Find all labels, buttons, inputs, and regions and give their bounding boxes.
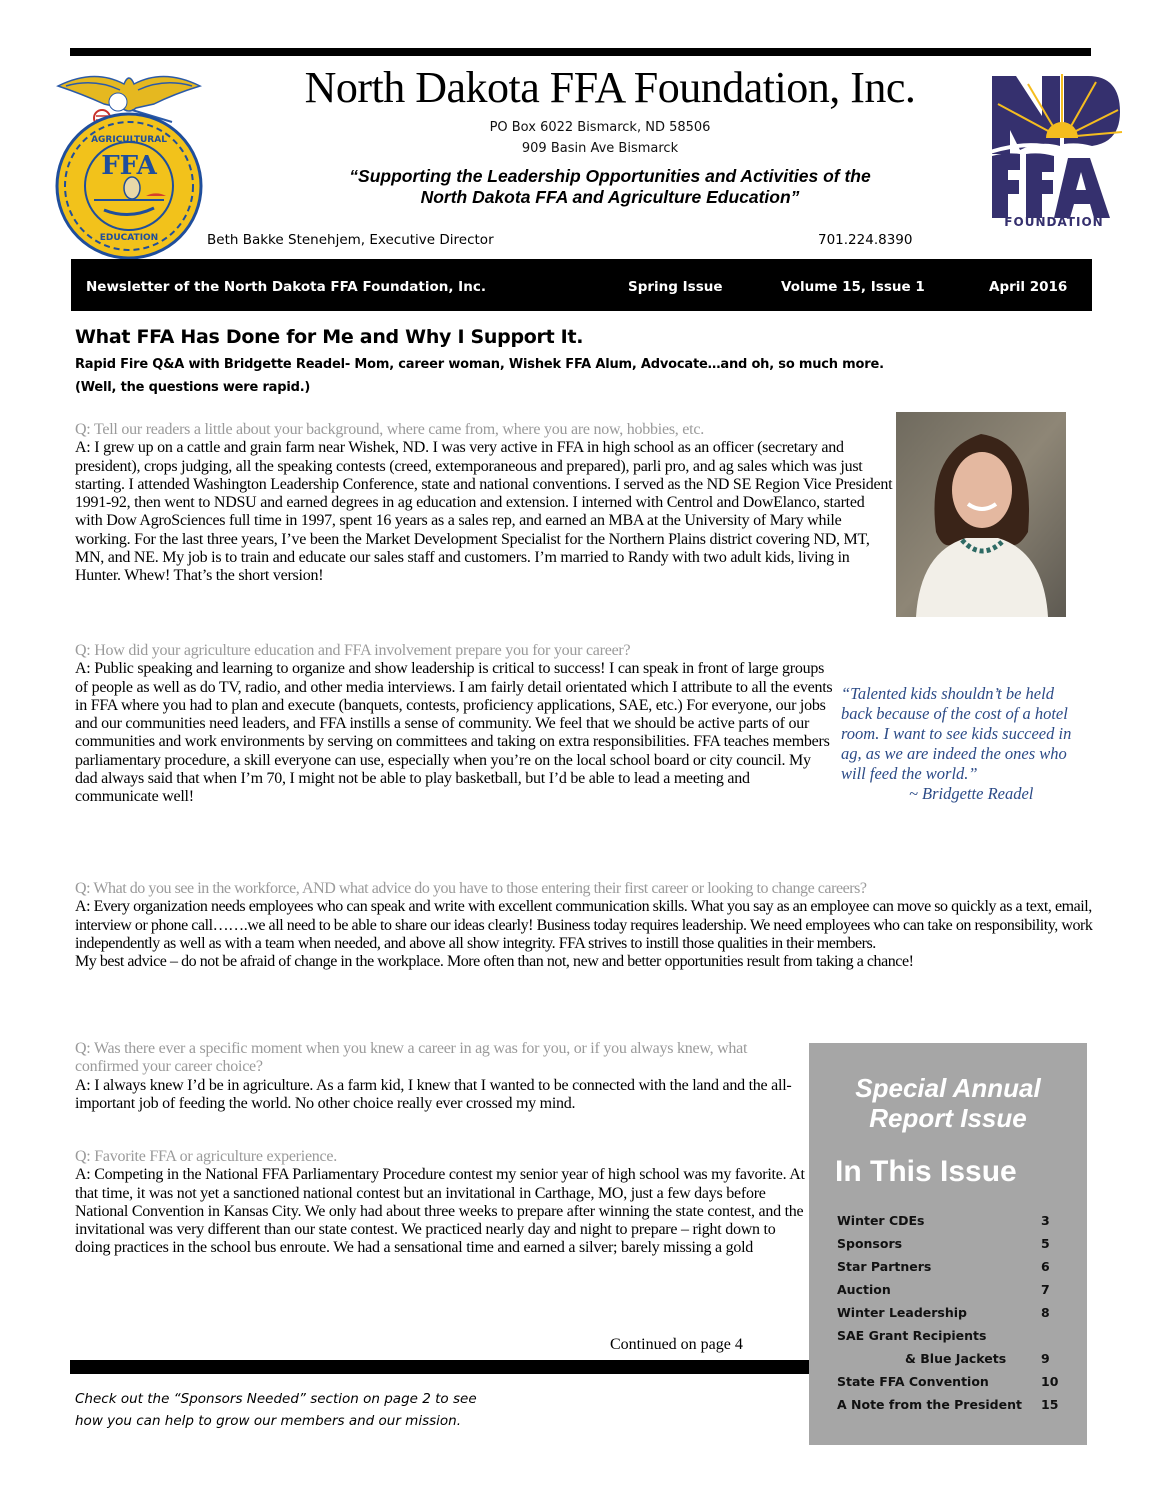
question: Q: What do you see in the workforce, AND what advice do you have to those entering their first career or looking to change careers? bbox=[75, 880, 867, 897]
toc-item-note-from-president[interactable] bbox=[837, 1397, 1072, 1420]
banner-date: April 2016 bbox=[989, 279, 1068, 295]
toc-label: State FFA Convention bbox=[837, 1374, 989, 1389]
question: Q: Favorite FFA or agriculture experience. bbox=[75, 1148, 338, 1165]
toc-page: 7 bbox=[1041, 1282, 1050, 1297]
executive-director: Beth Bakke Stenehjem, Executive Director bbox=[207, 232, 494, 248]
toc-page: 6 bbox=[1041, 1259, 1050, 1274]
toc-label: Sponsors bbox=[837, 1236, 903, 1251]
answer: A: Every organization needs employees who can speak and write with excellent communication skills. What you say as an employee can move so quickly as a text, email, interview or phone call…….we all need to be able to share our ideas clearly! Business today requires leadership. We need employees who can take on responsibility, work independently as well as with a team when needed, and above all show integrity. FFA strives to instill those qualities in their members. bbox=[75, 898, 1093, 952]
banner-newsletter: Newsletter of the North Dakota FFA Foundation, Inc. bbox=[86, 279, 486, 295]
toc-item-star-partners[interactable] bbox=[837, 1259, 1072, 1282]
qa-block-career-choice bbox=[75, 1040, 805, 1113]
in-this-issue-heading: In This Issue bbox=[835, 1155, 1017, 1188]
answer: A: Competing in the National FFA Parliamentary Procedure contest my senior year of high school was my favorite. At that time, it was not yet a sanctioned national contest but an invitational in Carthage, MO, just a few days before National Convention in Kansas City. We only had about three weeks to prepare after winning the state contest, and the invitational was very different than our state contest. We practiced nearly day and night to prepare – right down to doing practices in the school bus enroute. We had a sensational time and earned a silver; barely missing a gold bbox=[75, 1166, 805, 1257]
toc-item-winter-leadership[interactable] bbox=[837, 1305, 1072, 1328]
answer: A: I always knew I’d be in agriculture. As a farm kid, I knew that I wanted to be connected with the land and the all-important job of feeding the world. No other choice really ever crossed my mind. bbox=[75, 1076, 792, 1112]
toc-item-auction[interactable] bbox=[837, 1282, 1072, 1305]
svg-text:EDUCATION: EDUCATION bbox=[99, 233, 159, 243]
toc-page: 10 bbox=[1041, 1374, 1059, 1389]
toc-page: 8 bbox=[1041, 1305, 1050, 1320]
article-subhead-note: (Well, the questions were rapid.) bbox=[75, 380, 311, 395]
special-issue-title bbox=[809, 1073, 1087, 1133]
pull-quote-text: “Talented kids shouldn’t be held back because of the cost of a hotel room. I want to see kids succeed in ag, as we are indeed the ones who will feed the world.” bbox=[841, 684, 1072, 783]
address-line-1: PO Box 6022 Bismarck, ND 58506 bbox=[489, 120, 711, 135]
toc-label: Winter CDEs bbox=[837, 1213, 925, 1228]
pull-quote-attribution: ~ Bridgette Readel bbox=[909, 784, 1034, 803]
slogan bbox=[250, 166, 970, 208]
toc-page: 3 bbox=[1041, 1213, 1050, 1228]
address-line-2: 909 Basin Ave Bismarck bbox=[521, 141, 679, 156]
article-subhead: Rapid Fire Q&A with Bridgette Readel- Mom, career woman, Wishek FFA Alum, Advocate…and oh, so much more. bbox=[75, 357, 884, 372]
svg-text:FOUNDATION: FOUNDATION bbox=[1004, 215, 1104, 229]
question: Q: Was there ever a specific moment when you knew a career in ag was for you, or if you always knew, what confirmed your career choice? bbox=[75, 1040, 748, 1076]
org-title: North Dakota FFA Foundation, Inc. bbox=[304, 63, 916, 112]
qa-block-preparation bbox=[75, 642, 835, 807]
toc-item-sae-grant-recipients[interactable] bbox=[837, 1328, 1072, 1351]
toc-label: Winter Leadership bbox=[837, 1305, 967, 1320]
sponsors-note bbox=[75, 1388, 595, 1432]
toc-page: 5 bbox=[1041, 1236, 1050, 1251]
sponsors-note-line-2: how you can help to grow our members and our mission. bbox=[75, 1413, 462, 1429]
answer-advice: My best advice – do not be afraid of change in the workplace. More often than not, new and better opportunities result from taking a chance! bbox=[75, 953, 914, 971]
toc-label: Auction bbox=[837, 1282, 891, 1297]
toc-label: & Blue Jackets bbox=[905, 1351, 1007, 1366]
nd-ffa-foundation-logo-icon bbox=[984, 70, 1124, 230]
special-issue-line-2: Report Issue bbox=[869, 1103, 1027, 1133]
in-this-issue-sidebar bbox=[809, 1043, 1087, 1445]
toc-label: SAE Grant Recipients bbox=[837, 1328, 987, 1343]
toc-label: A Note from the President bbox=[837, 1397, 1022, 1412]
toc-item-winter-cdes[interactable] bbox=[837, 1213, 1072, 1236]
continued-link[interactable]: Continued on page 4 bbox=[610, 1336, 743, 1353]
answer: A: I grew up on a cattle and grain farm near Wishek, ND. I was very active in FFA in high school as an officer (secretary and president), crops judging, all the speaking contests (creed, extemporaneous and prepared), parli pro, and ag sales which was just starting. I attended Washington Leadership Conference, state and national conventions. I served as the ND SE Region Vice President 1991-92, then went to NDSU and earned degrees in ag education and extension. I interned with Centrol and DowElanco, started with Dow AgroSciences full time in 1997, spent 16 years as a sales rep, and earned an MBA at the University of Mary while working. For the last three years, I’ve been the Market Development Specialist for the Northern Plains district covering ND, MT, MN, and NE. My job is to train and educate our sales staff and customers. I’m married to Randy with two adult kids, living in Hunter. Whew! That’s the short version! bbox=[75, 439, 893, 585]
toc-label: Star Partners bbox=[837, 1259, 932, 1274]
qa-block-background bbox=[75, 421, 905, 586]
slogan-line-1: “Supporting the Leadership Opportunities and Activities of the bbox=[349, 166, 871, 186]
question: Q: Tell our readers a little about your background, where came from, where you are now, hobbies, etc. bbox=[75, 421, 704, 438]
banner-volume: Volume 15, Issue 1 bbox=[781, 279, 925, 295]
svg-text:AGRICULTURAL: AGRICULTURAL bbox=[91, 135, 167, 145]
table-of-contents bbox=[837, 1213, 1072, 1420]
article-headline: What FFA Has Done for Me and Why I Support It. bbox=[75, 326, 584, 348]
toc-item-sponsors[interactable] bbox=[837, 1236, 1072, 1259]
toc-item-blue-jackets[interactable] bbox=[837, 1351, 1072, 1374]
pull-quote bbox=[841, 684, 1081, 804]
toc-page: 9 bbox=[1041, 1351, 1050, 1366]
toc-page: 15 bbox=[1041, 1397, 1059, 1412]
phone-number: 701.224.8390 bbox=[818, 232, 913, 248]
slogan-line-2: North Dakota FFA and Agriculture Education” bbox=[420, 187, 800, 207]
answer: A: Public speaking and learning to organize and show leadership is critical to success! I can speak in front of large groups of people as well as do TV, radio, and other media interviews. I am fairly detail orientated which I attribute to all the events in FFA where you had to plan and execute (banquets, contests, proficiency applications, SAE, etc.) For everyone, our jobs and our communities need leaders, and FFA instills a sense of community. We feel that we should be active parts of our communities and work environments by serving on committees and taking on extra responsibilities. FFA teaches members parliamentary procedure, a skill everyone can use, especially when you’re on the local school board or city council. My dad always said that when I’m 70, I might not be able to play basketball, but I’d be able to lead a meeting and communicate well! bbox=[75, 660, 833, 806]
svg-text:FFA: FFA bbox=[101, 151, 157, 181]
qa-block-favorite-experience bbox=[75, 1148, 810, 1258]
qa-block-workforce bbox=[75, 880, 1100, 971]
ffa-emblem-icon bbox=[54, 64, 204, 260]
special-issue-line-1: Special Annual bbox=[855, 1073, 1041, 1103]
header-top-rule bbox=[70, 48, 1091, 56]
question: Q: How did your agriculture education and FFA involvement prepare you for your career? bbox=[75, 642, 631, 659]
issue-banner bbox=[71, 259, 1092, 311]
toc-item-state-ffa-convention[interactable] bbox=[837, 1374, 1072, 1397]
banner-season: Spring Issue bbox=[628, 279, 723, 295]
sponsors-note-line-1: Check out the “Sponsors Needed” section on page 2 to see bbox=[75, 1391, 477, 1407]
footer-rule bbox=[70, 1360, 810, 1374]
portrait-photo bbox=[896, 412, 1066, 617]
